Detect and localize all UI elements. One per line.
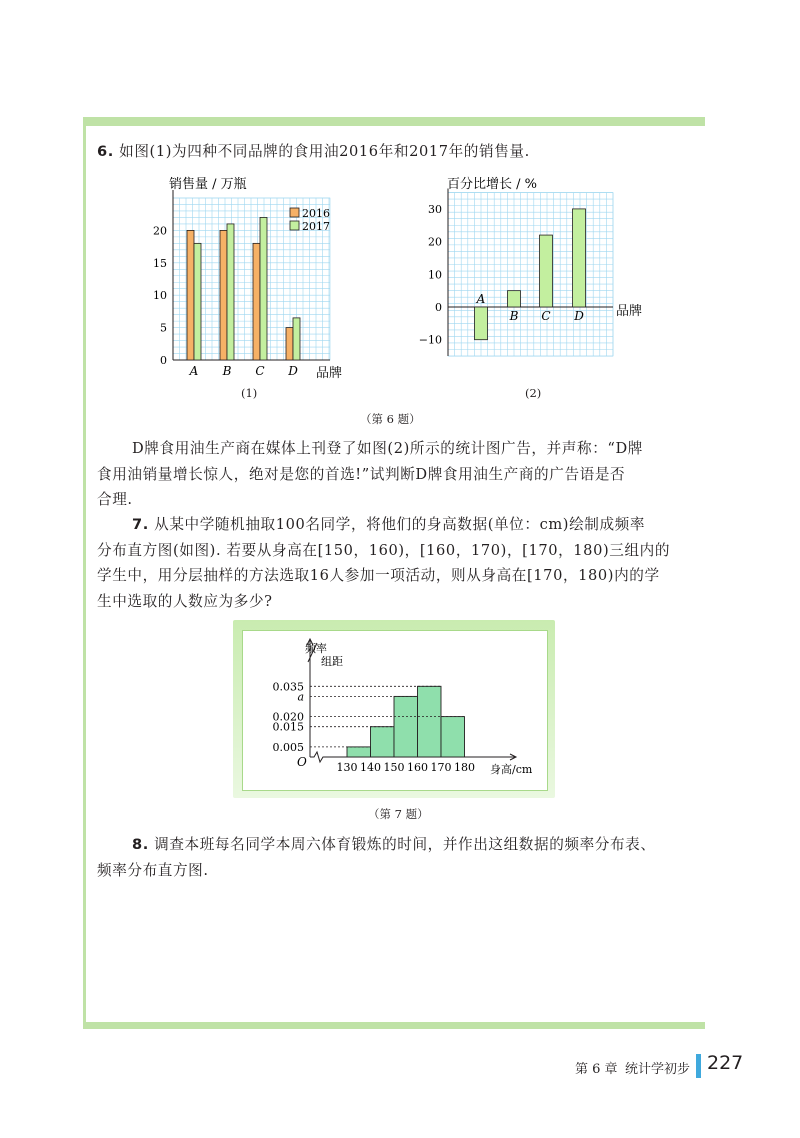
chart2-category-label: B: [509, 309, 519, 323]
chart2-xlabel: 品牌: [616, 304, 643, 319]
chart3-xtick-label: 130: [336, 761, 358, 774]
chart1-category-label: A: [189, 364, 199, 378]
chart3-ytick-label: a: [297, 690, 304, 704]
page-number: 227: [707, 1052, 744, 1074]
problem-6-statement: [97, 139, 697, 165]
chart1-bar-2016-D: [286, 328, 293, 360]
fig7-caption: （第 7 题）: [368, 807, 429, 821]
p7-line1: 从某中学随机抽取100名同学，将他们的身高数据(单位：cm)绘制成频率: [154, 516, 646, 533]
problem-7-statement: [97, 512, 697, 614]
chart1-legend-swatch: [290, 221, 299, 230]
chart1-ytick-label: 15: [153, 256, 167, 270]
chart3-bar-130-140: [347, 747, 371, 757]
chart2-ytick-label: 30: [428, 202, 442, 216]
footer-chapter: 第 6 章: [575, 1062, 618, 1077]
chart3-ytick-label: 0.035: [272, 680, 304, 694]
chart3-bar-170-180: [441, 717, 465, 757]
chart1-bar-2016-C: [253, 243, 260, 360]
footer-title: 统计学初步: [625, 1062, 691, 1077]
chart1-bar-2017-B: [227, 224, 234, 360]
p8-line1: 调查本班每名同学本周六体育锻炼的时间，并作出这组数据的频率分布表、: [154, 836, 656, 853]
chart2-ytick-label: 20: [428, 235, 442, 249]
p7-line4: 生中选取的人数应为多少?: [97, 592, 273, 610]
problem-6-text: 如图(1)为四种不同品牌的食用油2016年和2017年的销售量.: [119, 143, 530, 160]
chart1-ytick-label: 10: [153, 289, 167, 303]
p7-line2: 分布直方图(如图). 若要从身高在[150，160)，[160，170)，[170，180)三组内的: [97, 541, 671, 559]
chart-sales-volume: [140, 170, 370, 410]
chart1-category-label: C: [255, 364, 265, 378]
chart1-ytick-label: 20: [153, 224, 167, 238]
chart1-ytick-label: 5: [160, 321, 167, 335]
p6-line1: D牌食用油生产商在媒体上刊登了如图(2)所示的统计图广告，并声称：“D牌: [132, 440, 643, 457]
chart1-y-ticks: [153, 224, 167, 367]
chart1-categories: [189, 364, 299, 378]
chart1-legend-label: 2016: [302, 207, 330, 220]
chart1-ytick-label: 0: [160, 354, 167, 367]
chart3-bars: [347, 686, 465, 757]
chart2-bar-B: [508, 291, 521, 307]
chart2-grid: [448, 189, 613, 356]
chart1-bar-2017-D: [293, 318, 300, 360]
chart3-xtick-label: 170: [430, 761, 452, 774]
chart1-bar-2016-A: [187, 230, 194, 360]
footer-accent-bar: [696, 1054, 701, 1078]
chart3-x-ticks: [337, 761, 476, 774]
chart3-ytick-label: 0.015: [272, 720, 304, 734]
p7-line3: 学生中，用分层抽样的方法选取16人参加一项活动，则从身高在[170，180)内的学: [97, 567, 660, 584]
top-green-band: [83, 117, 705, 126]
chart3-bar-160-170: [418, 686, 442, 757]
chart3-ylabel-bottom: 组距: [321, 655, 343, 668]
chart1-legend-label: 2017: [302, 220, 330, 233]
chart3-bar-140-150: [371, 727, 395, 757]
left-green-rule: [83, 117, 86, 1029]
chart2-ylabel: 百分比增长 / %: [447, 177, 537, 192]
chart1-xlabel: 品牌: [316, 366, 343, 381]
chart3-ytick-label: 0.005: [272, 740, 304, 754]
chart3-xtick-label: 160: [407, 761, 428, 774]
chart1-legend-swatch: [290, 208, 299, 217]
chart2-y-ticks: [419, 203, 442, 347]
chart1-category-label: D: [288, 364, 298, 378]
chart1-bar-2016-B: [220, 230, 227, 360]
chart2-ytick-label: 10: [428, 268, 442, 282]
chart3-xtick-label: 150: [383, 761, 405, 774]
chart1-bar-2017-A: [194, 243, 201, 360]
fig6-sub2-label: (2): [525, 386, 542, 400]
p6-line3: 合理.: [97, 491, 133, 508]
chart3-xlabel: 身高/cm: [490, 763, 533, 776]
chart2-category-label: D: [574, 309, 584, 323]
chart3-xtick-label: 140: [360, 761, 381, 774]
problem-6-number: 6.: [97, 143, 114, 160]
chart2-category-label: C: [541, 309, 551, 323]
chart3-ylabel-top: 频率: [305, 642, 327, 655]
chart-percent-growth: [410, 170, 670, 370]
fig6-sub1-label: (1): [241, 386, 258, 400]
chart3-origin: O: [297, 755, 307, 769]
fig6-caption: （第 6 题）: [360, 412, 421, 426]
chart-height-histogram: [233, 620, 555, 798]
chart2-plot-area: [448, 193, 613, 356]
problem-8-statement: [97, 832, 697, 883]
chart2-category-label: A: [476, 292, 486, 306]
chart3-xtick-label: 180: [454, 761, 475, 774]
p6-line2: 食用油销量增长惊人，绝对是您的首选!”试判断D牌食用油生产商的广告语是否: [97, 465, 626, 483]
problem-6-question: [97, 436, 697, 513]
chart2-bar-C: [540, 235, 553, 307]
chart2-ytick-label: −10: [418, 333, 442, 347]
chart1-bar-2017-C: [260, 217, 267, 360]
p8-line2: 频率分布直方图.: [97, 861, 209, 879]
chart3-ytick-label: 0.020: [272, 710, 304, 724]
problem-8-number: 8.: [132, 836, 149, 853]
chart2-bar-D: [573, 209, 586, 307]
chart1-category-label: B: [222, 364, 232, 378]
chart3-bar-150-160: [394, 696, 418, 757]
chart1-ylabel: 销售量 / 万瓶: [169, 177, 247, 192]
chart2-bar-A: [475, 307, 488, 340]
bottom-green-band: [83, 1022, 705, 1029]
problem-7-number: 7.: [132, 516, 149, 533]
chart2-ytick-label: 0: [435, 301, 442, 314]
